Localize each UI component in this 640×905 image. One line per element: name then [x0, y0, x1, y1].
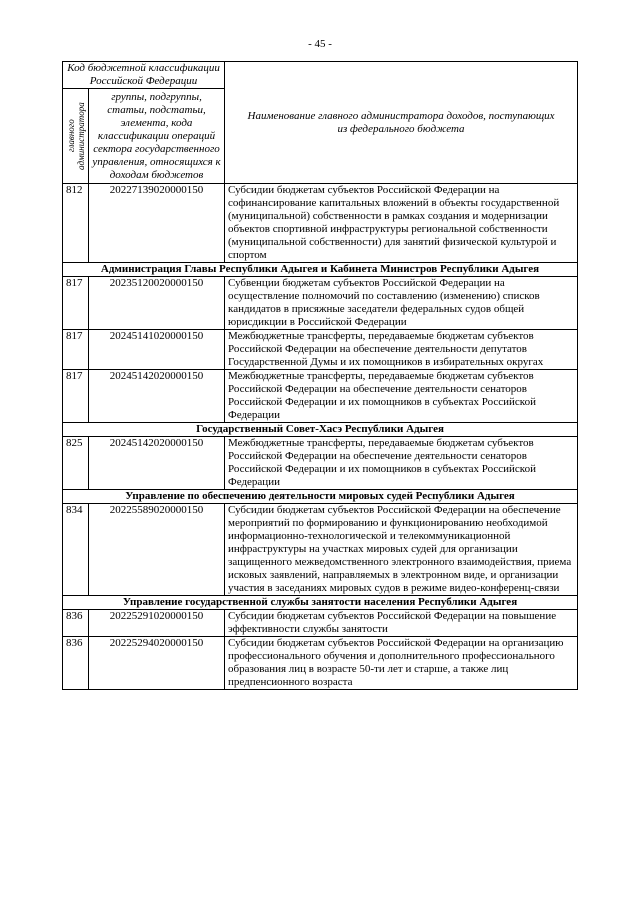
income-code-cell: 20235120020000150: [89, 277, 225, 330]
admin-code-cell: 817: [63, 330, 89, 370]
section-header-row: [63, 490, 578, 504]
table-row: [63, 637, 578, 690]
header-admin-col: [63, 89, 89, 184]
income-name-cell: Межбюджетные трансферты, передаваемые бюджетам субъектов Российской Федерации на обеспечение деятельности сенаторов Российской Федерации и их помощников в субъектах Российской Федерации: [225, 437, 578, 490]
table-row: [63, 437, 578, 490]
section-title: Управление государственной службы занятости населения Республики Адыгея: [63, 596, 578, 610]
income-code-cell: 20225294020000150: [89, 637, 225, 690]
income-name-cell: Субвенции бюджетам субъектов Российской Федерации на осуществление полномочий по составлению (изменению) списков кандидатов в присяжные заседатели федеральных судов общей юрисдикции в Российской Федерации: [225, 277, 578, 330]
section-header-row: [63, 263, 578, 277]
admin-code-cell: 817: [63, 277, 89, 330]
admin-code-cell: 834: [63, 504, 89, 596]
income-name-cell: Субсидии бюджетам субъектов Российской Федерации на организацию профессионального обучения и дополнительного профессионального образования лиц в возрасте 50-ти лет и старше, а также лиц предпенсионного возраста: [225, 637, 578, 690]
table-row: [63, 277, 578, 330]
income-name-cell: Межбюджетные трансферты, передаваемые бюджетам субъектов Российской Федерации на обеспечение деятельности сенаторов Российской Федерации и их помощников в субъектах Российской Федерации: [225, 370, 578, 423]
budget-classification-table: [62, 61, 578, 690]
income-code-cell: 20227139020000150: [89, 184, 225, 263]
admin-code-cell: 825: [63, 437, 89, 490]
header-admin-label: главного администратора: [65, 102, 86, 170]
income-name-cell: Субсидии бюджетам субъектов Российской Федерации на обеспечение мероприятий по формированию и функционированию необходимой информационно-технологической и телекоммуникационной инфраструктуры на участках мировых судей для организации защищенного межведомственного электронного взаимодействия, приема исковых заявлений, направляемых в электронном виде, и организации участия в заседаниях мировых судов в режиме видео-конференц-связи: [225, 504, 578, 596]
income-name-cell: Субсидии бюджетам субъектов Российской Федерации на софинансирование капитальных вложений в объекты государственной (муниципальной) собственности в рамках создания и модернизации объектов спортивной инфраструктуры региональной собственности (муниципальной собственности) для занятий физической культурой и спортом: [225, 184, 578, 263]
table-row: [63, 504, 578, 596]
table-row: [63, 184, 578, 263]
section-header-row: [63, 596, 578, 610]
income-name-cell: Субсидии бюджетам субъектов Российской Федерации на повышение эффективности службы занятости: [225, 610, 578, 637]
income-code-cell: 20245142020000150: [89, 437, 225, 490]
income-code-cell: 20225589020000150: [89, 504, 225, 596]
header-row-top: [63, 62, 578, 89]
income-name-cell: Межбюджетные трансферты, передаваемые бюджетам субъектов Российской Федерации на обеспечение деятельности депутатов Государственной Думы и их помощников в избирательных округах: [225, 330, 578, 370]
admin-code-cell: 836: [63, 637, 89, 690]
admin-code-cell: 817: [63, 370, 89, 423]
header-income-col: группы, подгруппы, статьи, подстатьи, элемента, кода классификации операций сектора государственного управления, относящихся к доходам бюджетов: [89, 89, 225, 184]
section-title: Администрация Главы Республики Адыгея и Кабинета Министров Республики Адыгея: [63, 263, 578, 277]
page-number: - 45 -: [308, 38, 332, 50]
table-row: [63, 610, 578, 637]
header-code-group: Код бюджетной классификации Российской Федерации: [63, 62, 225, 89]
section-header-row: [63, 423, 578, 437]
header-name-col: Наименование главного администратора доходов, поступающих из федерального бюджета: [225, 62, 578, 184]
income-code-cell: 20245141020000150: [89, 330, 225, 370]
income-code-cell: 20225291020000150: [89, 610, 225, 637]
admin-code-cell: 812: [63, 184, 89, 263]
section-title: Управление по обеспечению деятельности мировых судей Республики Адыгея: [63, 490, 578, 504]
admin-code-cell: 836: [63, 610, 89, 637]
table-row: [63, 330, 578, 370]
table-row: [63, 370, 578, 423]
income-code-cell: 20245142020000150: [89, 370, 225, 423]
section-title: Государственный Совет-Хасэ Республики Адыгея: [63, 423, 578, 437]
